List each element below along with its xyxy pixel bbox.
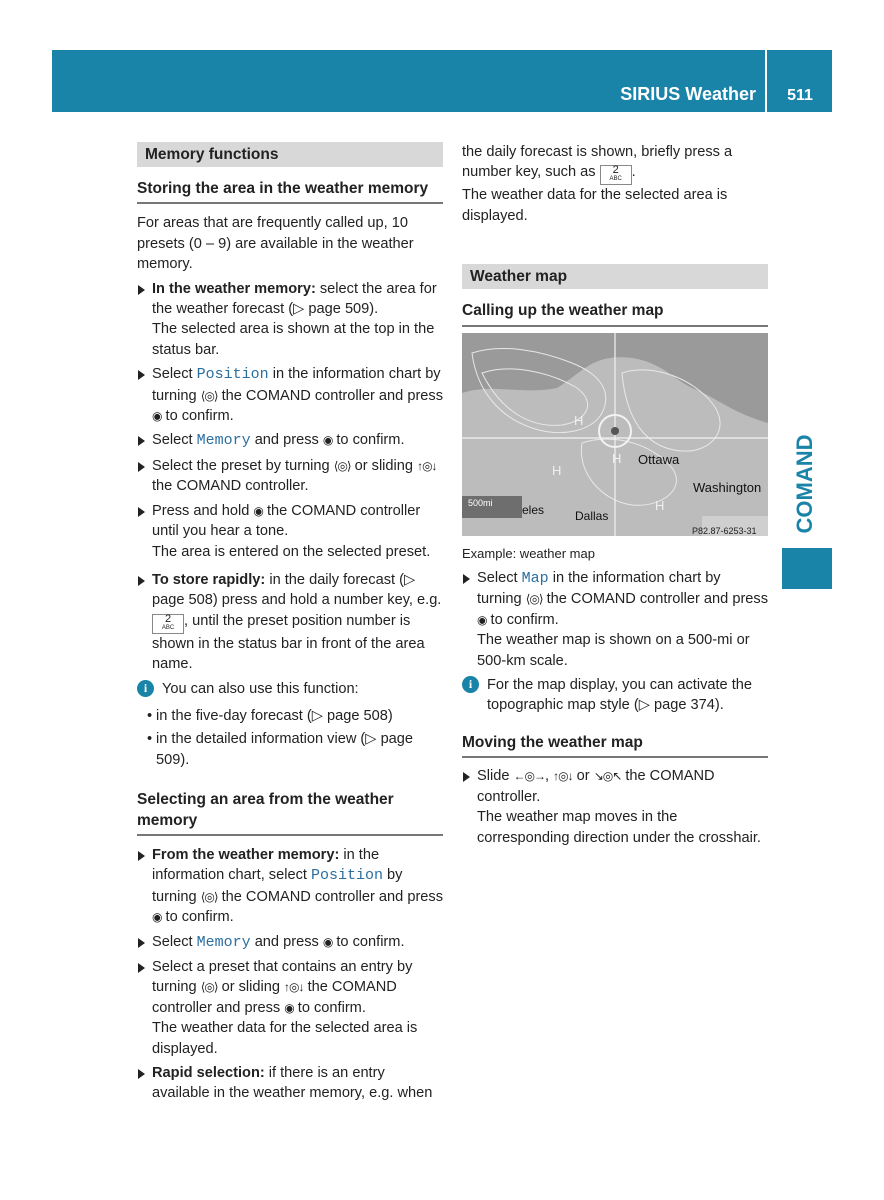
intro-text: For areas that are frequently called up, 10 presets (0 – 9) are available in the weather memory. (137, 215, 414, 273)
info-note: i For the map display, you can activate the topographic map style (▷ page 374). (462, 675, 768, 716)
press-controller-icon: ◉ (322, 433, 333, 448)
bullet-item: • in the five-day forecast (▷ page 508) (137, 706, 443, 726)
step-item: Rapid selection: if there is an entry available in the weather memory, e.g. when (137, 1063, 443, 1104)
step-arrow-icon (138, 576, 145, 586)
step-item: Press and hold ◉ the COMAND controller until you hear a tone. The area is entered on the selected preset. (137, 501, 443, 562)
step-arrow-icon (138, 1069, 145, 1079)
slide-up-down-icon: ↑◎↓ (284, 980, 304, 995)
step-item: To store rapidly: in the daily forecast (▷ page 508) press and hold a number key, e.g. 2 ABC , until the preset position number is shown in the status bar in front of the area name. (137, 570, 443, 675)
step-arrow-icon (138, 436, 145, 446)
step-item: Select Map in the information chart by turning ⟨◎⟩ the COMAND controller and press ◉ to confirm. The weather map is shown on a 500-mi or 500-km scale. (462, 568, 768, 671)
press-controller-icon: ◉ (152, 910, 162, 925)
press-controller-icon: ◉ (152, 409, 162, 424)
step-arrow-icon (138, 462, 145, 472)
weather-map-graphic (462, 333, 768, 536)
heading-weather-map: Weather map (462, 264, 768, 289)
subheading-storing: Storing the area in the weather memory (137, 179, 443, 204)
number-key-2-icon: 2 ABC (600, 165, 632, 185)
map-label-h: H (552, 462, 562, 478)
turn-controller-icon: ⟨◎⟩ (200, 980, 218, 995)
turn-controller-icon: ⟨◎⟩ (200, 388, 218, 403)
map-label-h: H (655, 497, 665, 513)
slide-left-right-icon: ←◎→ (513, 769, 545, 784)
turn-controller-icon: ⟨◎⟩ (525, 592, 543, 607)
weather-map-image (462, 333, 768, 536)
map-label-h: H (574, 412, 584, 428)
press-controller-icon: ◉ (322, 934, 333, 949)
step-arrow-icon (138, 938, 145, 948)
number-key-2-icon: 2 ABC (152, 614, 184, 634)
step-arrow-icon (138, 963, 145, 973)
info-note: i You can also use this function: (137, 679, 443, 699)
info-icon: i (462, 676, 479, 693)
step-item: In the weather memory: select the area for the weather forecast (▷ page 509). The selected area is shown at the top in the status bar. (137, 279, 443, 361)
step-arrow-icon (138, 507, 145, 517)
info-icon: i (137, 680, 154, 697)
slide-up-down-icon: ↑◎↓ (417, 458, 437, 473)
press-controller-icon: ◉ (477, 612, 487, 627)
continued-text: the daily forecast is shown, briefly press a number key, such as 2 ABC . The weather data for the selected area is displayed. (462, 144, 733, 224)
map-caption: Example: weather map (462, 545, 595, 561)
step-arrow-icon (463, 772, 470, 782)
step-item: From the weather memory: in the information chart, select Position by turning ⟨◎⟩ the COMAND controller and press ◉ to confirm. (137, 845, 443, 928)
map-label-dallas: Dallas (575, 508, 609, 523)
map-figure-code: P82.87-6253-31 (692, 525, 757, 536)
turn-controller-icon: ⟨◎⟩ (333, 458, 351, 473)
step-item: Select Memory and press ◉ to confirm. (137, 932, 443, 953)
step-item: Select Memory and press ◉ to confirm. (137, 430, 443, 451)
subheading-selecting: Selecting an area from the weather memory (137, 790, 443, 836)
bullet-item: • in the detailed information view (▷ page 509). (137, 729, 443, 770)
step-item: Select Position in the information chart by turning ⟨◎⟩ the COMAND controller and press ◉ to confirm. (137, 364, 443, 426)
step-item: Select the preset by turning ⟨◎⟩ or sliding ↑◎↓ the COMAND controller. (137, 456, 443, 497)
press-controller-icon: ◉ (253, 503, 263, 518)
slide-up-down-icon: ↑◎↓ (553, 769, 573, 784)
side-tab-marker (782, 548, 832, 589)
section-title: SIRIUS Weather (620, 84, 756, 104)
press-controller-icon: ◉ (284, 1000, 294, 1015)
turn-controller-icon: ⟨◎⟩ (200, 889, 218, 904)
map-label-ottawa: Ottawa (638, 451, 680, 467)
left-column (137, 142, 443, 1104)
subheading-calling-up: Calling up the weather map (462, 301, 768, 326)
step-arrow-icon (138, 370, 145, 380)
map-label-washington: Washington (693, 479, 762, 495)
header-divider (765, 50, 767, 112)
subheading-moving: Moving the weather map (462, 733, 768, 758)
heading-memory-functions: Memory functions (137, 142, 443, 167)
side-label: COMAND (791, 434, 817, 534)
step-arrow-icon (138, 285, 145, 295)
step-arrow-icon (463, 574, 470, 584)
step-item: Slide ←◎→, ↑◎↓ or ↘◎↖ the COMAND controller. The weather map moves in the corresponding direction under the crosshair. (462, 766, 768, 848)
page-number: 511 (787, 87, 813, 104)
map-scale: 500mi (468, 497, 493, 508)
map-label-los-angeles: eles (522, 502, 545, 517)
map-label-h: H (612, 450, 622, 466)
right-column (462, 142, 768, 848)
step-item: Select a preset that contains an entry by turning ⟨◎⟩ or sliding ↑◎↓ the COMAND controller and press ◉ to confirm. The weather data for the selected area is displayed. (137, 957, 443, 1059)
slide-diagonal-icon: ↘◎↖ (593, 769, 622, 784)
step-arrow-icon (138, 851, 145, 861)
